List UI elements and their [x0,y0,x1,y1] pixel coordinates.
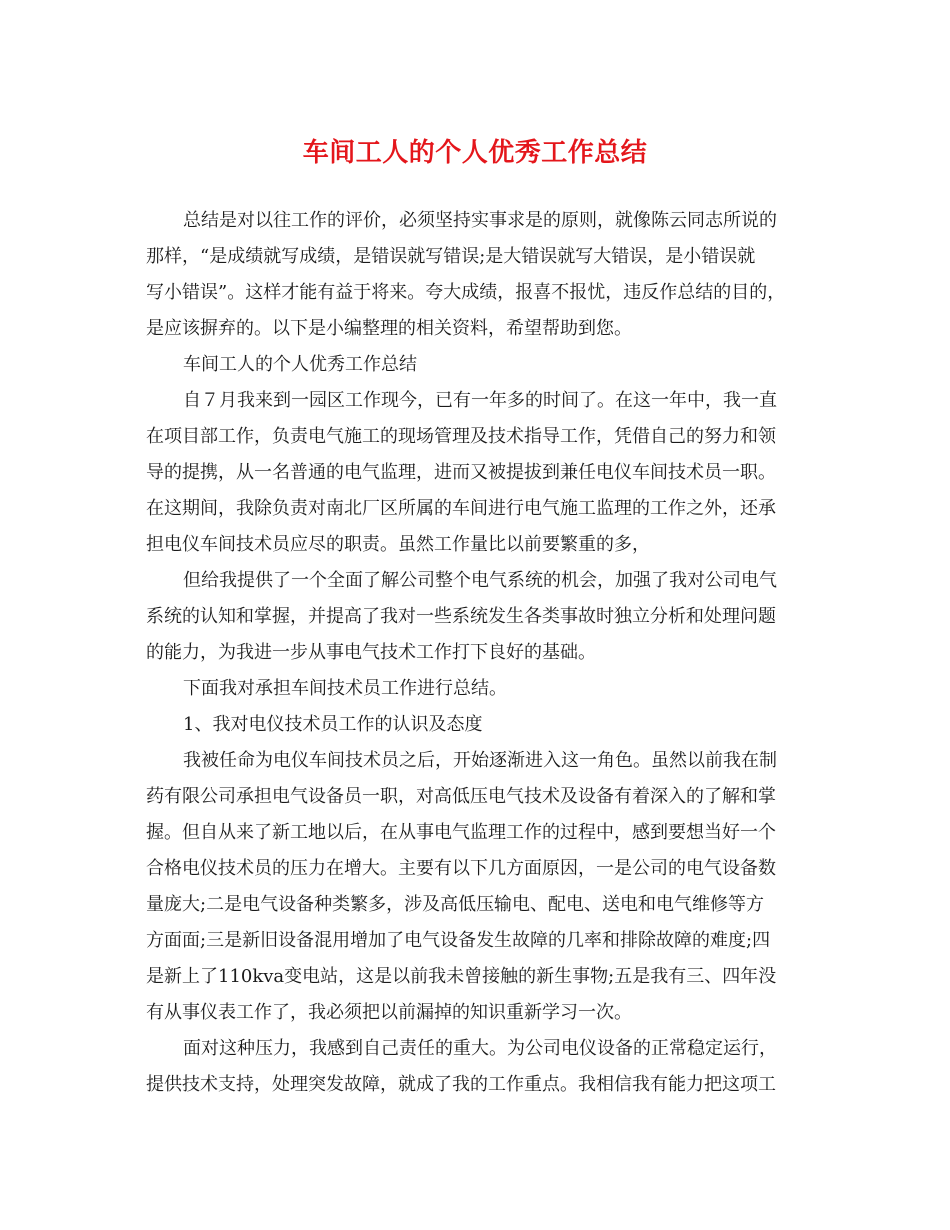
text-line: 在项目部工作，负责电气施工的现场管理及技术指导工作，凭借自己的努力和领 [146,426,776,447]
text-line: 是应该摒弃的。以下是小编整理的相关资料，希望帮助到您。 [146,318,632,339]
text-line: 药有限公司承担电气设备员一职，对高低压电气技术及设备有着深入的了解和掌 [146,786,776,807]
text-line: 导的提携，从一名普通的电气监理，进而又被提拔到兼任电仪车间技术员一职。 [146,462,776,483]
document-title: 车间工人的个人优秀工作总结 [302,138,648,168]
text-line: 总结是对以往工作的评价，必须坚持实事求是的原则，就像陈云同志所说的 [183,210,777,231]
text-line: 系统的认知和掌握，并提高了我对一些系统发生各类事故时独立分析和处理问题 [146,606,776,627]
text-line: 提供技术支持，处理突发故障，就成了我的工作重点。我相信我有能力把这项工 [146,1074,776,1095]
text-line: 1、我对电仪技术员工作的认识及态度 [183,714,483,735]
text-line: 担电仪车间技术员应尽的职责。虽然工作量比以前要繁重的多， [146,534,650,555]
text-line: 面对这种压力，我感到自己责任的重大。为公司电仪设备的正常稳定运行， [183,1038,777,1059]
text-line: 的能力，为我进一步从事电气技术工作打下良好的基础。 [146,642,596,663]
text-line: 自７月我来到一园区工作现今，已有一年多的时间了。在这一年中，我一直 [183,390,777,411]
text-line: 合格电仪技术员的压力在增大。主要有以下几方面原因，一是公司的电气设备数 [146,858,776,879]
text-line: 在这期间，我除负责对南北厂区所属的车间进行电气施工监理的工作之外，还承 [146,498,776,519]
text-line: 方面面;三是新旧设备混用增加了电气设备发生故障的几率和排除故障的难度;四 [146,930,771,951]
text-line: 我被任命为电仪车间技术员之后，开始逐渐进入这一角色。虽然以前我在制 [183,750,777,771]
text-line: 但给我提供了一个全面了解公司整个电气系统的机会，加强了我对公司电气 [183,570,777,591]
text-line: 有从事仪表工作了，我必须把以前漏掉的知识重新学习一次。 [146,1002,632,1023]
text-line: 车间工人的个人优秀工作总结 [183,354,417,375]
text-line: 写小错误”。这样才能有益于将来。夸大成绩，报喜不报忧，违反作总结的目的， [146,282,786,303]
text-line: 那样，“是成绩就写成绩，是错误就写错误;是大错误就写大错误，是小错误就 [146,246,756,267]
text-line: 握。但自从来了新工地以后，在从事电气监理工作的过程中，感到要想当好一个 [146,822,776,843]
text-line: 是新上了110kva变电站，这是以前我未曾接触的新生事物;五是我有三、四年没 [146,966,777,987]
text-line: 下面我对承担车间技术员工作进行总结。 [183,678,507,699]
text-line: 量庞大;二是电气设备种类繁多，涉及高低压输电、配电、送电和电气维修等方 [146,894,765,915]
